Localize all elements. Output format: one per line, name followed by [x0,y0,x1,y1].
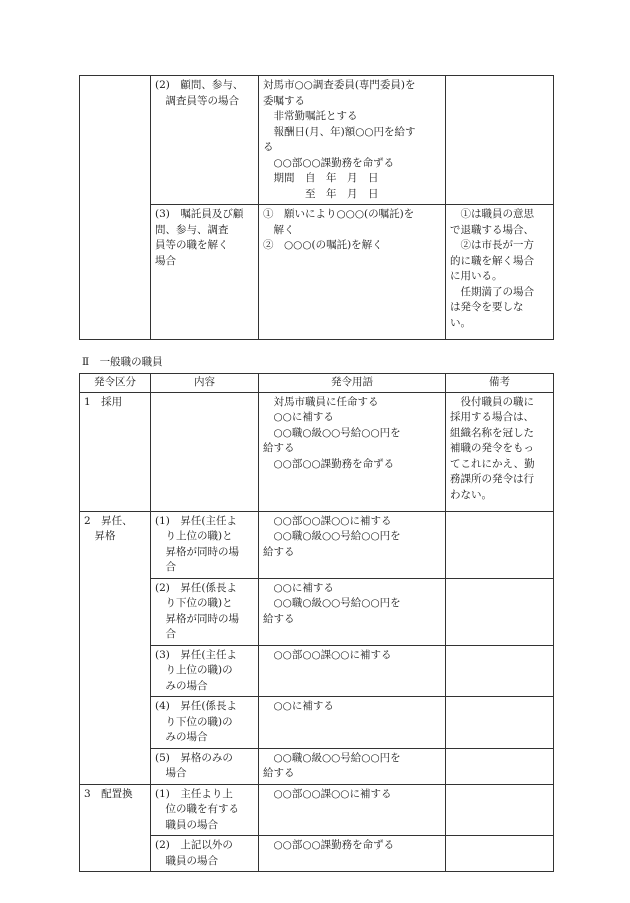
header-term: 発令用語 [259,374,446,393]
note-cell [446,645,554,697]
table-row [80,511,554,578]
content-cell: (3) 嘱託員及び顧 問、参与、調査 員等の職を解く 場合 [151,205,259,340]
content-cell [151,392,259,511]
table-row [80,205,554,340]
term-cell: ○○職○級○○号給○○円を 給する [259,748,446,784]
content-cell: (1) 昇任(主任よ り上位の職)と 昇格が同時の場 合 [151,511,259,578]
content-cell: (1) 主任より上 位の職を有する 職員の場合 [151,784,259,836]
table-row [80,748,554,784]
term-cell: ○○部○○課○○に補する [259,784,446,836]
note-cell [446,784,554,836]
header-content: 内容 [151,374,259,393]
note-cell [446,511,554,578]
content-cell: (2) 上記以外の 職員の場合 [151,836,259,872]
note-cell [446,697,554,749]
header-note: 備考 [446,374,554,393]
table-row [80,392,554,511]
table-row [80,836,554,872]
content-cell: (2) 昇任(係長よ り下位の職)と 昇格が同時の場 合 [151,578,259,645]
content-cell: (4) 昇任(係長よ り下位の職)の みの場合 [151,697,259,749]
note-cell [446,748,554,784]
term-cell: ○○に補する [259,697,446,749]
table-row [80,697,554,749]
note-cell [446,578,554,645]
category-cell: 1 採用 [80,392,151,511]
term-cell: ○○に補する ○○職○級○○号給○○円を 給する [259,578,446,645]
table-row [80,645,554,697]
general-staff-table [79,373,554,872]
table-row [80,578,554,645]
term-cell: 対馬市職員に任命する ○○に補する ○○職○級○○号給○○円を 給する ○○部○○課勤務を命ずる [259,392,446,511]
note-cell [446,76,554,205]
note-cell [446,836,554,872]
table-row [80,784,554,836]
table-row [80,76,554,205]
section-title: Ⅱ 一般職の職員 [82,356,163,368]
content-cell: (2) 顧問、参与、 調査員等の場合 [151,76,259,205]
header-category: 発令区分 [80,374,151,393]
term-cell: 対馬市○○調査委員(専門委員)を 委嘱する 非常勤嘱託とする 報酬日(月、年)額○○円を給す る ○○部○○課勤務を命ずる 期間 自 年 月 日 至 年 月 日 [259,76,446,205]
content-cell: (3) 昇任(主任よ り上位の職)の みの場合 [151,645,259,697]
note-cell: ①は職員の意思 で退職する場合、 ②は市長が一方 的に職を解く場合 に用いる。 任期満了の場合 は発令を要しな い。 [446,205,554,340]
table-header-row [80,374,554,393]
term-cell: ○○部○○課○○に補する ○○職○級○○号給○○円を 給する [259,511,446,578]
category-cell: 3 配置換 [80,784,151,872]
term-cell: ○○部○○課○○に補する [259,645,446,697]
table-continued [79,75,554,340]
term-cell: ① 願いにより○○○(の嘱託)を 解く ② ○○○(の嘱託)を解く [259,205,446,340]
term-cell: ○○部○○課勤務を命ずる [259,836,446,872]
content-cell: (5) 昇格のみの 場合 [151,748,259,784]
note-cell: 役付職員の職に 採用する場合は、 組織名称を冠した 補職の発令をもっ てこれにかえ、勤 務課所の発令は行 わない。 [446,392,554,511]
category-cell [80,76,151,340]
category-cell: 2 昇任、 昇格 [80,511,151,784]
